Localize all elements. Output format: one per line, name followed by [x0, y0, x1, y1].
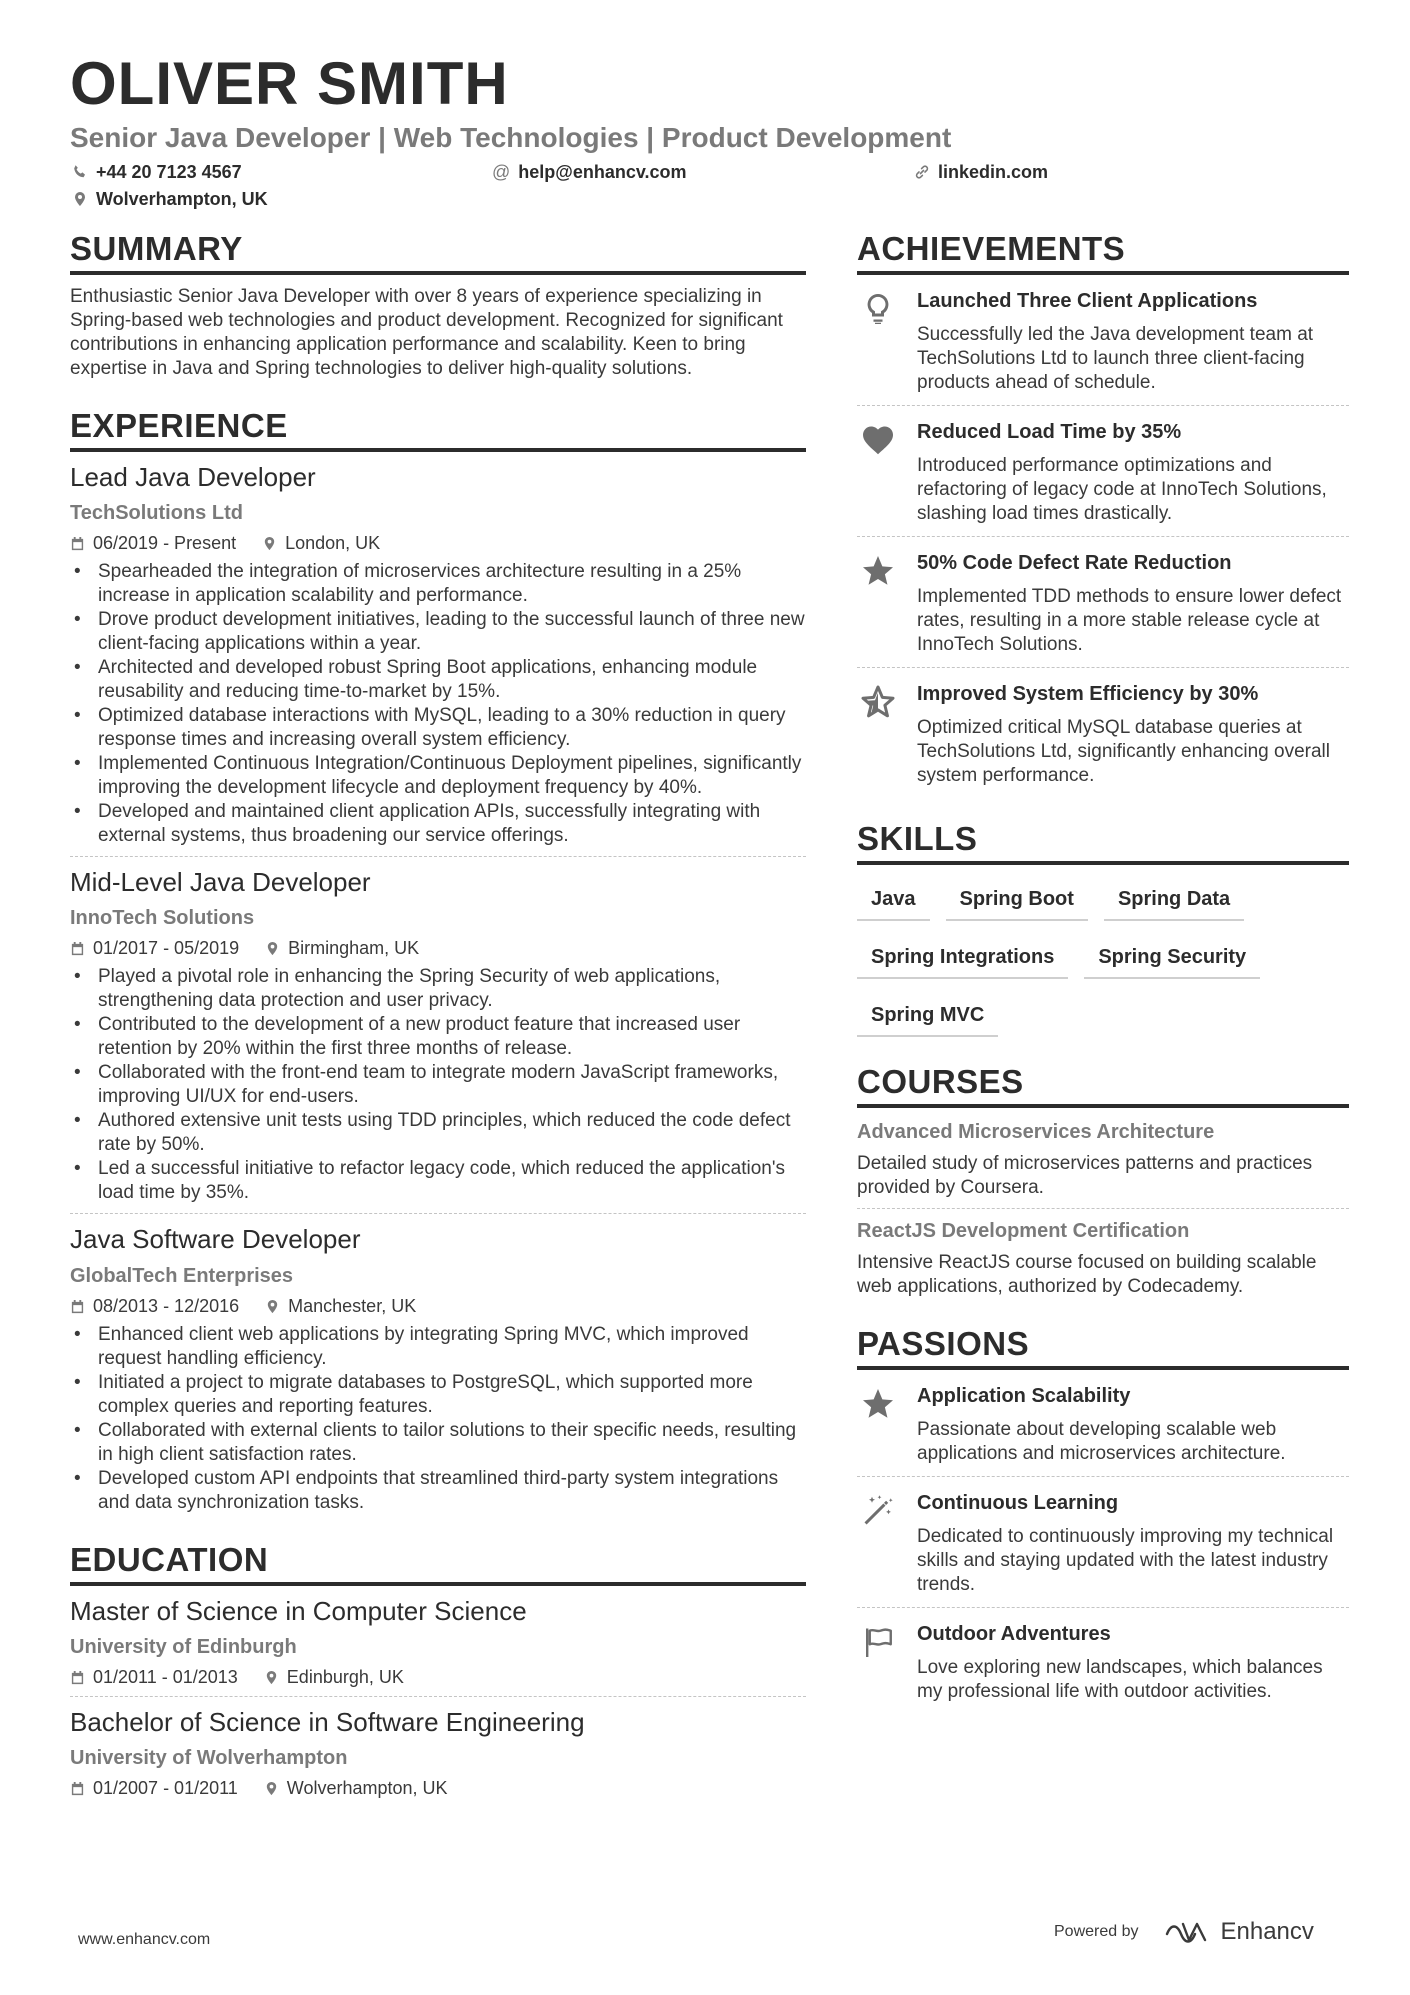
candidate-subtitle: Senior Java Developer | Web Technologies | Product Development	[70, 122, 952, 153]
location-pin-icon	[72, 191, 88, 207]
enhancv-logo[interactable]	[1163, 1918, 1314, 1946]
job-location: London, UK	[285, 533, 381, 554]
bullet-item: • Collaborated with external clients to tailor solutions to their specific needs, resulting in high client satisfaction rates.	[70, 1419, 806, 1467]
summary-text: Enthusiastic Senior Java Developer with over 8 years of experience specializing in Spring-based web technologies and product development. Recognized for significant contributions in enhancing application performance and scalability. Keen to bring expertise in Java and Spring technologies to deliver high-quality solutions.	[70, 286, 783, 379]
left-column	[70, 232, 806, 1799]
calendar-icon	[70, 1670, 85, 1685]
achievement-item	[857, 275, 1349, 405]
contact-linkedin[interactable]	[914, 163, 1048, 181]
job-meta	[70, 938, 806, 959]
education-meta	[70, 1778, 806, 1799]
phone-icon	[72, 164, 88, 180]
bullet-item: • Contributed to the development of a new product feature that increased user retention by 20% within the first three months of release.	[70, 1013, 806, 1061]
degree-title: Master of Science in Computer Science	[70, 1595, 527, 1626]
achievement-desc: Introduced performance optimizations and refactoring of legacy code at InnoTech Solutions, slashing load times drastically.	[917, 455, 1327, 524]
job-entry	[70, 867, 806, 1214]
course-item	[857, 1120, 1349, 1200]
degree-title: Bachelor of Science in Software Engineering	[70, 1706, 585, 1737]
course-desc: Intensive ReactJS course focused on building scalable web applications, authorized by Codecademy.	[857, 1252, 1317, 1297]
divider	[70, 856, 806, 857]
achievement-desc: Implemented TDD methods to ensure lower defect rates, resulting in a more stable release cycle at InnoTech Solutions.	[917, 586, 1342, 655]
calendar-icon	[70, 1299, 85, 1314]
bullet-item: • Enhanced client web applications by integrating Spring MVC, which improved request handling efficiency.	[70, 1323, 806, 1371]
school-name: University of Wolverhampton	[70, 1746, 348, 1769]
skill-tag: Spring Data	[1104, 881, 1244, 921]
calendar-icon	[70, 941, 85, 956]
course-title: Advanced Microservices Architecture	[857, 1121, 1215, 1143]
bullet-item: • Drove product development initiatives, leading to the successful launch of three new client-facing applications within a year.	[70, 608, 806, 656]
divider	[857, 1208, 1349, 1209]
education-dates: 01/2011 - 01/2013	[93, 1666, 238, 1687]
candidate-name: OLIVER SMITH	[70, 50, 509, 117]
job-company: GlobalTech Enterprises	[70, 1264, 294, 1287]
passion-item	[857, 1370, 1349, 1476]
education-entry	[70, 1707, 806, 1799]
passion-item	[857, 1477, 1349, 1607]
divider	[70, 1696, 806, 1697]
passions-heading: PASSIONS	[857, 1327, 1349, 1370]
star-icon	[860, 1386, 896, 1422]
achievement-desc: Optimized critical MySQL database queries at TechSolutions Ltd, significantly enhancing overall system performance.	[917, 717, 1330, 786]
flag-icon	[860, 1624, 896, 1660]
skills-heading: SKILLS	[857, 822, 1349, 865]
courses-heading: COURSES	[857, 1065, 1349, 1108]
job-bullets	[70, 1323, 806, 1515]
school-name: University of Edinburgh	[70, 1635, 297, 1658]
job-meta	[70, 1296, 806, 1317]
passion-desc: Passionate about developing scalable web applications and microservices architecture.	[917, 1419, 1286, 1464]
skills-list	[857, 881, 1349, 1037]
achievement-title: Launched Three Client Applications	[917, 290, 1258, 312]
job-entry	[70, 462, 806, 857]
right-column	[857, 232, 1349, 1714]
course-desc: Detailed study of microservices patterns and practices provided by Coursera.	[857, 1153, 1313, 1198]
linkedin-text: linkedin.com	[938, 162, 1049, 182]
star-outline-icon	[860, 684, 896, 720]
lightbulb-icon	[860, 291, 896, 327]
skill-tag: Spring Integrations	[857, 939, 1068, 979]
education-location: Edinburgh, UK	[286, 1666, 404, 1687]
contact-email[interactable]	[492, 163, 687, 181]
passion-desc: Dedicated to continuously improving my technical skills and staying updated with the latest industry trends.	[917, 1526, 1334, 1595]
bullet-item: • Implemented Continuous Integration/Continuous Deployment pipelines, significantly improving the development lifecycle and deployment frequency by 40%.	[70, 752, 806, 800]
phone-text: +44 20 7123 4567	[96, 162, 242, 182]
job-company: TechSolutions Ltd	[70, 502, 243, 525]
passion-item	[857, 1608, 1349, 1714]
passion-title: Outdoor Adventures	[917, 1623, 1111, 1645]
location-pin-icon	[265, 941, 280, 956]
heart-icon	[860, 422, 896, 458]
job-dates: 08/2013 - 12/2016	[93, 1295, 240, 1316]
passion-title: Application Scalability	[917, 1385, 1131, 1407]
location-pin-icon	[264, 1781, 279, 1796]
at-icon: @	[492, 162, 511, 182]
skill-tag: Spring Boot	[946, 881, 1088, 921]
location-pin-icon	[262, 536, 277, 551]
job-location: Manchester, UK	[288, 1295, 417, 1316]
email-text: help@enhancv.com	[518, 162, 687, 182]
bullet-item: • Initiated a project to migrate databases to PostgreSQL, which supported more complex queries and reporting features.	[70, 1371, 806, 1419]
job-title: Lead Java Developer	[70, 462, 316, 492]
achievement-item	[857, 406, 1349, 536]
bullet-item: • Led a successful initiative to refactor legacy code, which reduced the application's load time by 35%.	[70, 1157, 806, 1205]
calendar-icon	[70, 1781, 85, 1796]
job-meta	[70, 533, 806, 554]
skill-tag: Spring Security	[1084, 939, 1260, 979]
achievements-heading: ACHIEVEMENTS	[857, 232, 1349, 275]
bullet-item: • Spearheaded the integration of microservices architecture resulting in a 25% increase in application scalability and performance.	[70, 560, 806, 608]
bullet-item: • Played a pivotal role in enhancing the Spring Security of web applications, strengthening data protection and user privacy.	[70, 965, 806, 1013]
location-pin-icon	[264, 1670, 279, 1685]
location-pin-icon	[265, 1299, 280, 1314]
achievement-title: Reduced Load Time by 35%	[917, 421, 1182, 443]
bullet-item: • Optimized database interactions with MySQL, leading to a 30% reduction in query response times and increasing overall system efficiency.	[70, 704, 806, 752]
achievement-item	[857, 537, 1349, 667]
achievement-desc: Successfully led the Java development team at TechSolutions Ltd to launch three client-facing products ahead of schedule.	[917, 324, 1314, 393]
achievement-item	[857, 668, 1349, 798]
education-heading: EDUCATION	[70, 1543, 806, 1586]
star-icon	[860, 553, 896, 589]
job-title: Java Software Developer	[70, 1224, 361, 1255]
job-entry	[70, 1224, 806, 1514]
passion-desc: Love exploring new landscapes, which balances my professional life with outdoor activities.	[917, 1657, 1323, 1702]
bullet-item: • Developed and maintained client application APIs, successfully integrating with external systems, thus broadening our service offerings.	[70, 800, 806, 848]
education-dates: 01/2007 - 01/2011	[93, 1777, 238, 1798]
passion-title: Continuous Learning	[917, 1492, 1119, 1514]
divider	[70, 1213, 806, 1214]
job-company: InnoTech Solutions	[70, 907, 255, 930]
job-location: Birmingham, UK	[288, 938, 420, 959]
contact-phone	[72, 163, 242, 181]
experience-heading: EXPERIENCE	[70, 409, 806, 452]
skill-tag: Spring MVC	[857, 997, 998, 1037]
skill-tag: Java	[857, 881, 930, 921]
summary-heading: SUMMARY	[70, 232, 806, 275]
bullet-item: • Authored extensive unit tests using TDD principles, which reduced the code defect rate by 50%.	[70, 1109, 806, 1157]
achievement-title: 50% Code Defect Rate Reduction	[917, 552, 1232, 574]
calendar-icon	[70, 536, 85, 551]
job-bullets	[70, 560, 806, 848]
achievement-title: Improved System Efficiency by 30%	[917, 683, 1259, 705]
course-title: ReactJS Development Certification	[857, 1220, 1190, 1242]
footer-branding	[1054, 1918, 1314, 1946]
location-text: Wolverhampton, UK	[96, 189, 268, 209]
contact-location	[72, 190, 268, 208]
job-title: Mid-Level Java Developer	[70, 867, 371, 898]
job-dates: 06/2019 - Present	[93, 533, 237, 554]
footer-website[interactable]: www.enhancv.com	[78, 1931, 211, 1948]
education-location: Wolverhampton, UK	[286, 1777, 448, 1798]
bullet-item: • Collaborated with the front-end team to integrate modern JavaScript frameworks, improving UI/UX for end-users.	[70, 1061, 806, 1109]
bullet-item: • Developed custom API endpoints that streamlined third-party system integrations and data synchronization tasks.	[70, 1467, 806, 1515]
education-meta	[70, 1667, 806, 1688]
course-item	[857, 1219, 1349, 1299]
brand-name: Enhancv	[1220, 1918, 1314, 1945]
magic-wand-icon	[860, 1493, 896, 1529]
job-dates: 01/2017 - 05/2019	[93, 938, 240, 959]
enhancv-logo-icon	[1163, 1920, 1211, 1944]
link-icon	[914, 164, 930, 180]
bullet-item: • Architected and developed robust Spring Boot applications, enhancing module reusability and reducing time-to-market by 15%.	[70, 656, 806, 704]
education-entry	[70, 1596, 806, 1697]
job-bullets	[70, 965, 806, 1205]
powered-by-text: Powered by	[1054, 1923, 1139, 1940]
